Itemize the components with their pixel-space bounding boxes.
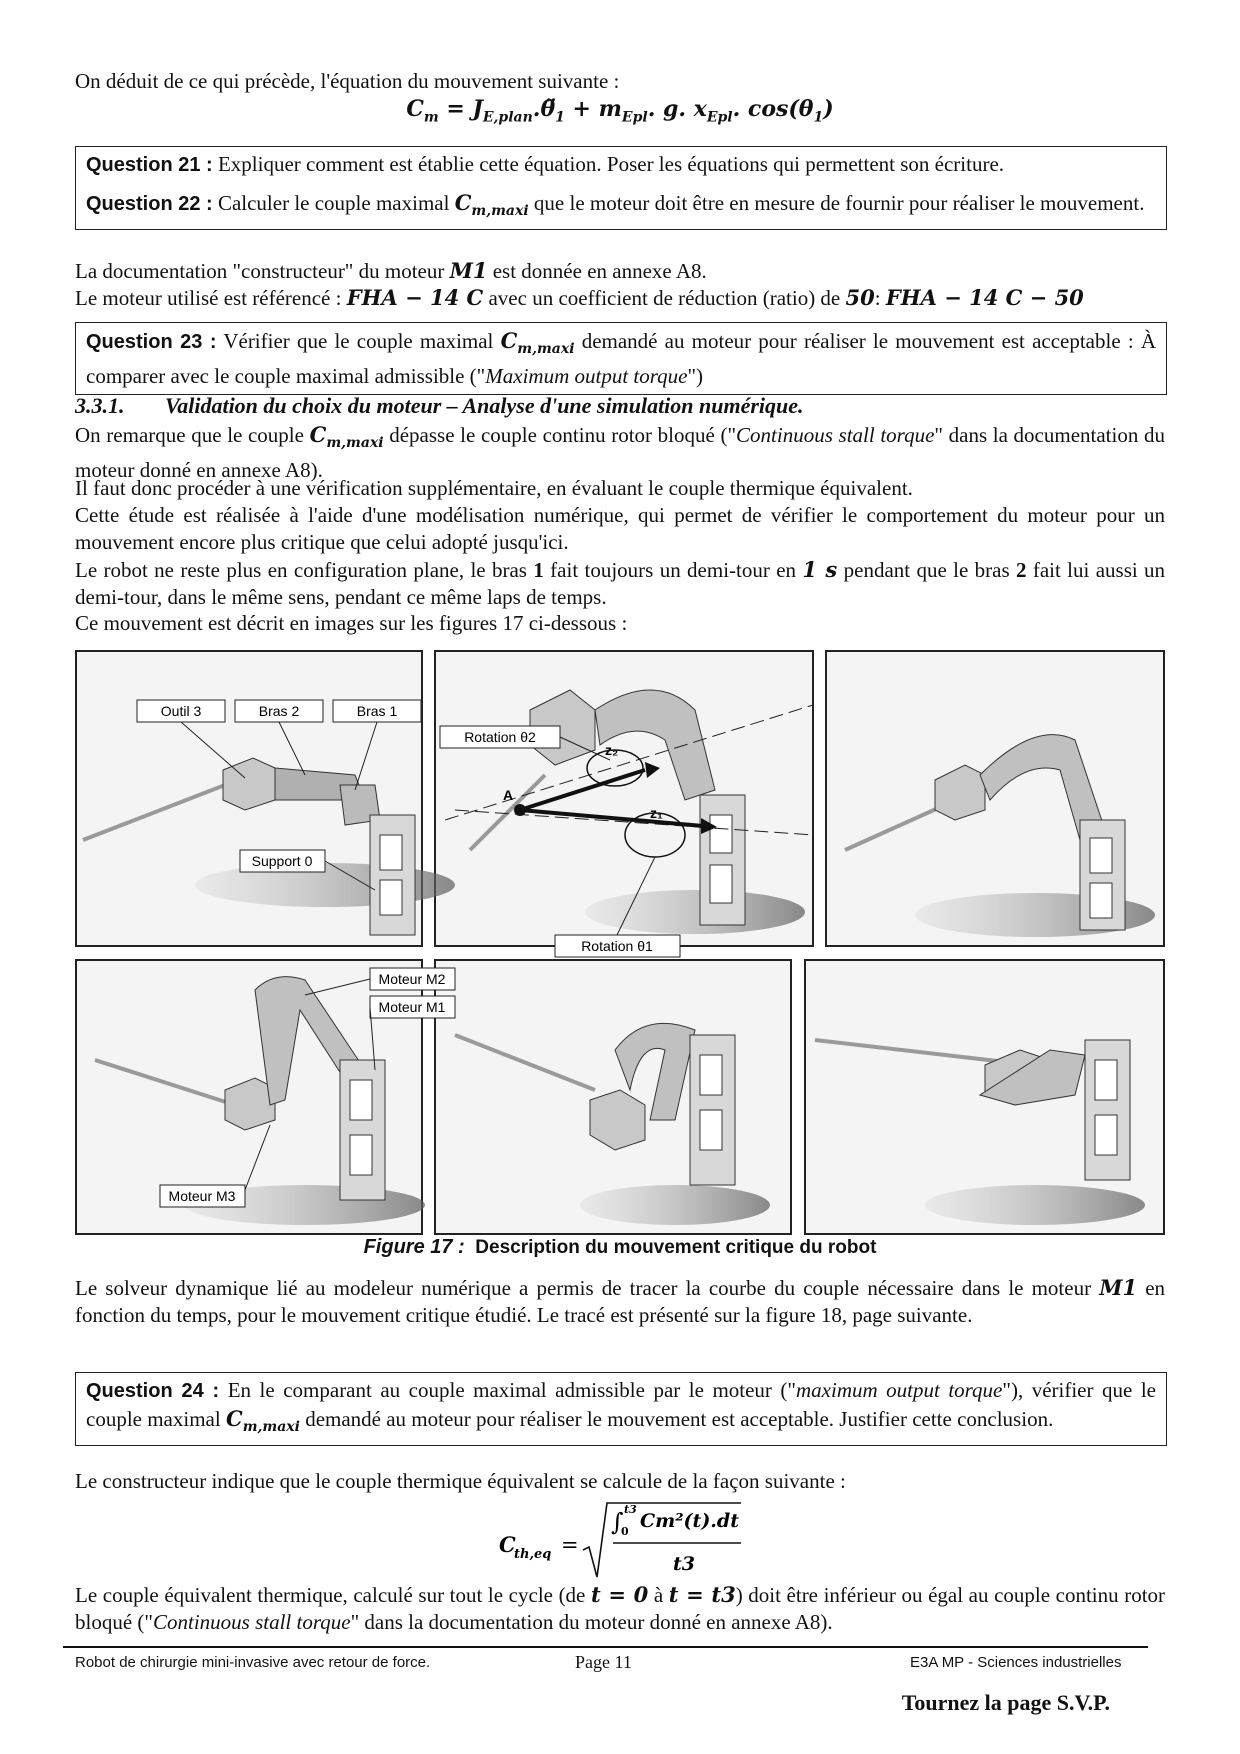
question-22-label: Question 22 : [86, 193, 213, 215]
paragraph-7: Le constructeur indique que le couple thermique équivalent se calcule de la façon suivante : [75, 1469, 846, 1493]
label-support0 [240, 850, 325, 872]
formula-lhs: C [499, 1532, 516, 1557]
label-bras1 [333, 700, 421, 722]
doc-line-2: Le moteur utilisé est référencé : FHA − 14 C avec un coefficient de réduction (ratio) de 50: FHA − 14 C − 50 [75, 285, 1084, 310]
question-21-label: Question 21 : [86, 154, 213, 176]
section-heading: 3.3.1. Validation du choix du moteur – Analyse d'une simulation numérique. [75, 393, 804, 418]
figure-17 [75, 650, 1165, 1235]
label-z2: z₂ [605, 742, 619, 758]
question-box-24: Question 24 : En le comparant au couple maximal admissible par le moteur ("maximum output torque"), vérifier que le couple maximal $C_{m,maxi}$ demandé au moteur pour réaliser le mouvement est acceptable. Justifier cette conclusion. [75, 1372, 1167, 1446]
intro-text: On déduit de ce qui précède, l'équation du mouvement suivante : [75, 69, 620, 93]
question-box-21-22 [75, 146, 1167, 230]
svg-text:Moteur M1: Moteur M1 [378, 999, 446, 1015]
svg-text:Moteur M3: Moteur M3 [168, 1188, 236, 1204]
label-rotation-theta2 [440, 726, 560, 748]
figure-17-caption: Figure 17 : Description du mouvement critique du robot [363, 1236, 877, 1258]
label-z1: z₁ [650, 805, 663, 821]
svg-text:Rotation θ2: Rotation θ2 [464, 729, 536, 745]
label-bras2 [235, 700, 323, 722]
footer-right: E3A MP - Sciences industrielles [910, 1654, 1122, 1671]
svg-text:Outil 3: Outil 3 [160, 703, 202, 719]
paragraph-5: Ce mouvement est décrit en images sur les figures 17 ci-dessous : [75, 611, 628, 635]
svg-text:Support 0: Support 0 [251, 853, 313, 869]
label-point-a: A [503, 787, 514, 803]
label-moteur-m1 [370, 996, 455, 1018]
thermal-torque-formula [495, 1495, 755, 1585]
int-lower: 0 [621, 1525, 629, 1538]
integrand: Cm²(t).dt [640, 1510, 739, 1532]
label-moteur-m3 [160, 1185, 245, 1207]
svg-text:Bras 2: Bras 2 [258, 703, 300, 719]
paragraph-3: Cette étude est réalisée à l'aide d'une modélisation numérique, qui permet de vérifier le comportement du moteur pour un mouvement encore plus critique que celui adopté jusqu'ici. [75, 503, 1165, 554]
paragraph-1: On remarque que le couple $C_{m,maxi}$ dépasse le couple continu rotor bloqué ("Continuous stall torque" dans la documentation du moteur donné en annexe A8). [75, 422, 1165, 483]
equation-motion: $C_m$ = $J_{E,plan}.\thetä_1 + m_{Epl}$. g. $x_{Epl}$. $\cos(\theta_1)$ [406, 96, 834, 126]
int-upper: t3 [624, 1503, 637, 1516]
turn-page-note: Tournez la page S.V.P. [901, 1690, 1110, 1715]
label-rotation-theta1 [555, 935, 680, 957]
integral-sign: ∫ [611, 1508, 624, 1536]
page-number: Page 11 [575, 1652, 632, 1672]
question-24-label: Question 24 : [86, 1380, 220, 1402]
paragraph-4: Le robot ne reste plus en configuration plane, le bras 1 fait toujours un demi-tour en 1 s pendant que le bras 2 fait lui aussi un demi-tour, dans le même sens, pendant ce même laps de temps. [75, 557, 1166, 609]
svg-text:Bras 1: Bras 1 [356, 703, 398, 719]
svg-text:Rotation θ1: Rotation θ1 [581, 938, 653, 954]
question-21-text: Expliquer comment est établie cette équation. Poser les équations qui permettent son écriture. [217, 152, 1005, 176]
footer-left: Robot de chirurgie mini-invasive avec retour de force. [75, 1654, 431, 1671]
doc-line-1: La documentation "constructeur" du moteur M1 est donnée en annexe A8. [75, 258, 707, 283]
label-outil3 [137, 700, 225, 722]
label-moteur-m2 [370, 968, 455, 990]
formula-equals: = [561, 1533, 579, 1557]
paragraph-2: Il faut donc procéder à une vérification supplémentaire, en évaluant le couple thermique équivalent. [75, 476, 913, 500]
figure-17-illustration [75, 650, 1165, 1235]
question-23-label: Question 23 : [86, 331, 217, 353]
footer-divider [63, 1646, 1148, 1648]
denominator: t3 [673, 1553, 695, 1575]
question-21 [86, 151, 1156, 179]
paragraph-6: Le solveur dynamique lié au modeleur numérique a permis de tracer la courbe du couple nécessaire dans le moteur M1 en fonction du temps, pour le mouvement critique étudié. Le tracé est présenté sur la figure 18, page suivante. [75, 1275, 1166, 1327]
question-box-23: Question 23 : Vérifier que le couple maximal $C_{m,maxi}$ demandé au moteur pour réaliser le mouvement est acceptable : À comparer avec le couple maximal admissible ("Maximum output torque") [75, 322, 1167, 395]
formula-lhs-sub: th,eq [514, 1547, 552, 1562]
cm-maxi-symbol: $C_{m,maxi}$ [454, 190, 529, 220]
question-22: Question 22 : Calculer le couple maximal $C_{m,maxi}$ que le moteur doit être en mesure de fournir pour réaliser le mouvement. [86, 190, 1145, 220]
paragraph-8: Le couple équivalent thermique, calculé sur tout le cycle (de t = 0 à t = t3) doit être inférieur ou égal au couple continu rotor bloqué ("Continuous stall torque" dans la documentation du moteur donné en annexe A8). [75, 1582, 1166, 1634]
svg-text:Moteur M2: Moteur M2 [378, 971, 446, 987]
